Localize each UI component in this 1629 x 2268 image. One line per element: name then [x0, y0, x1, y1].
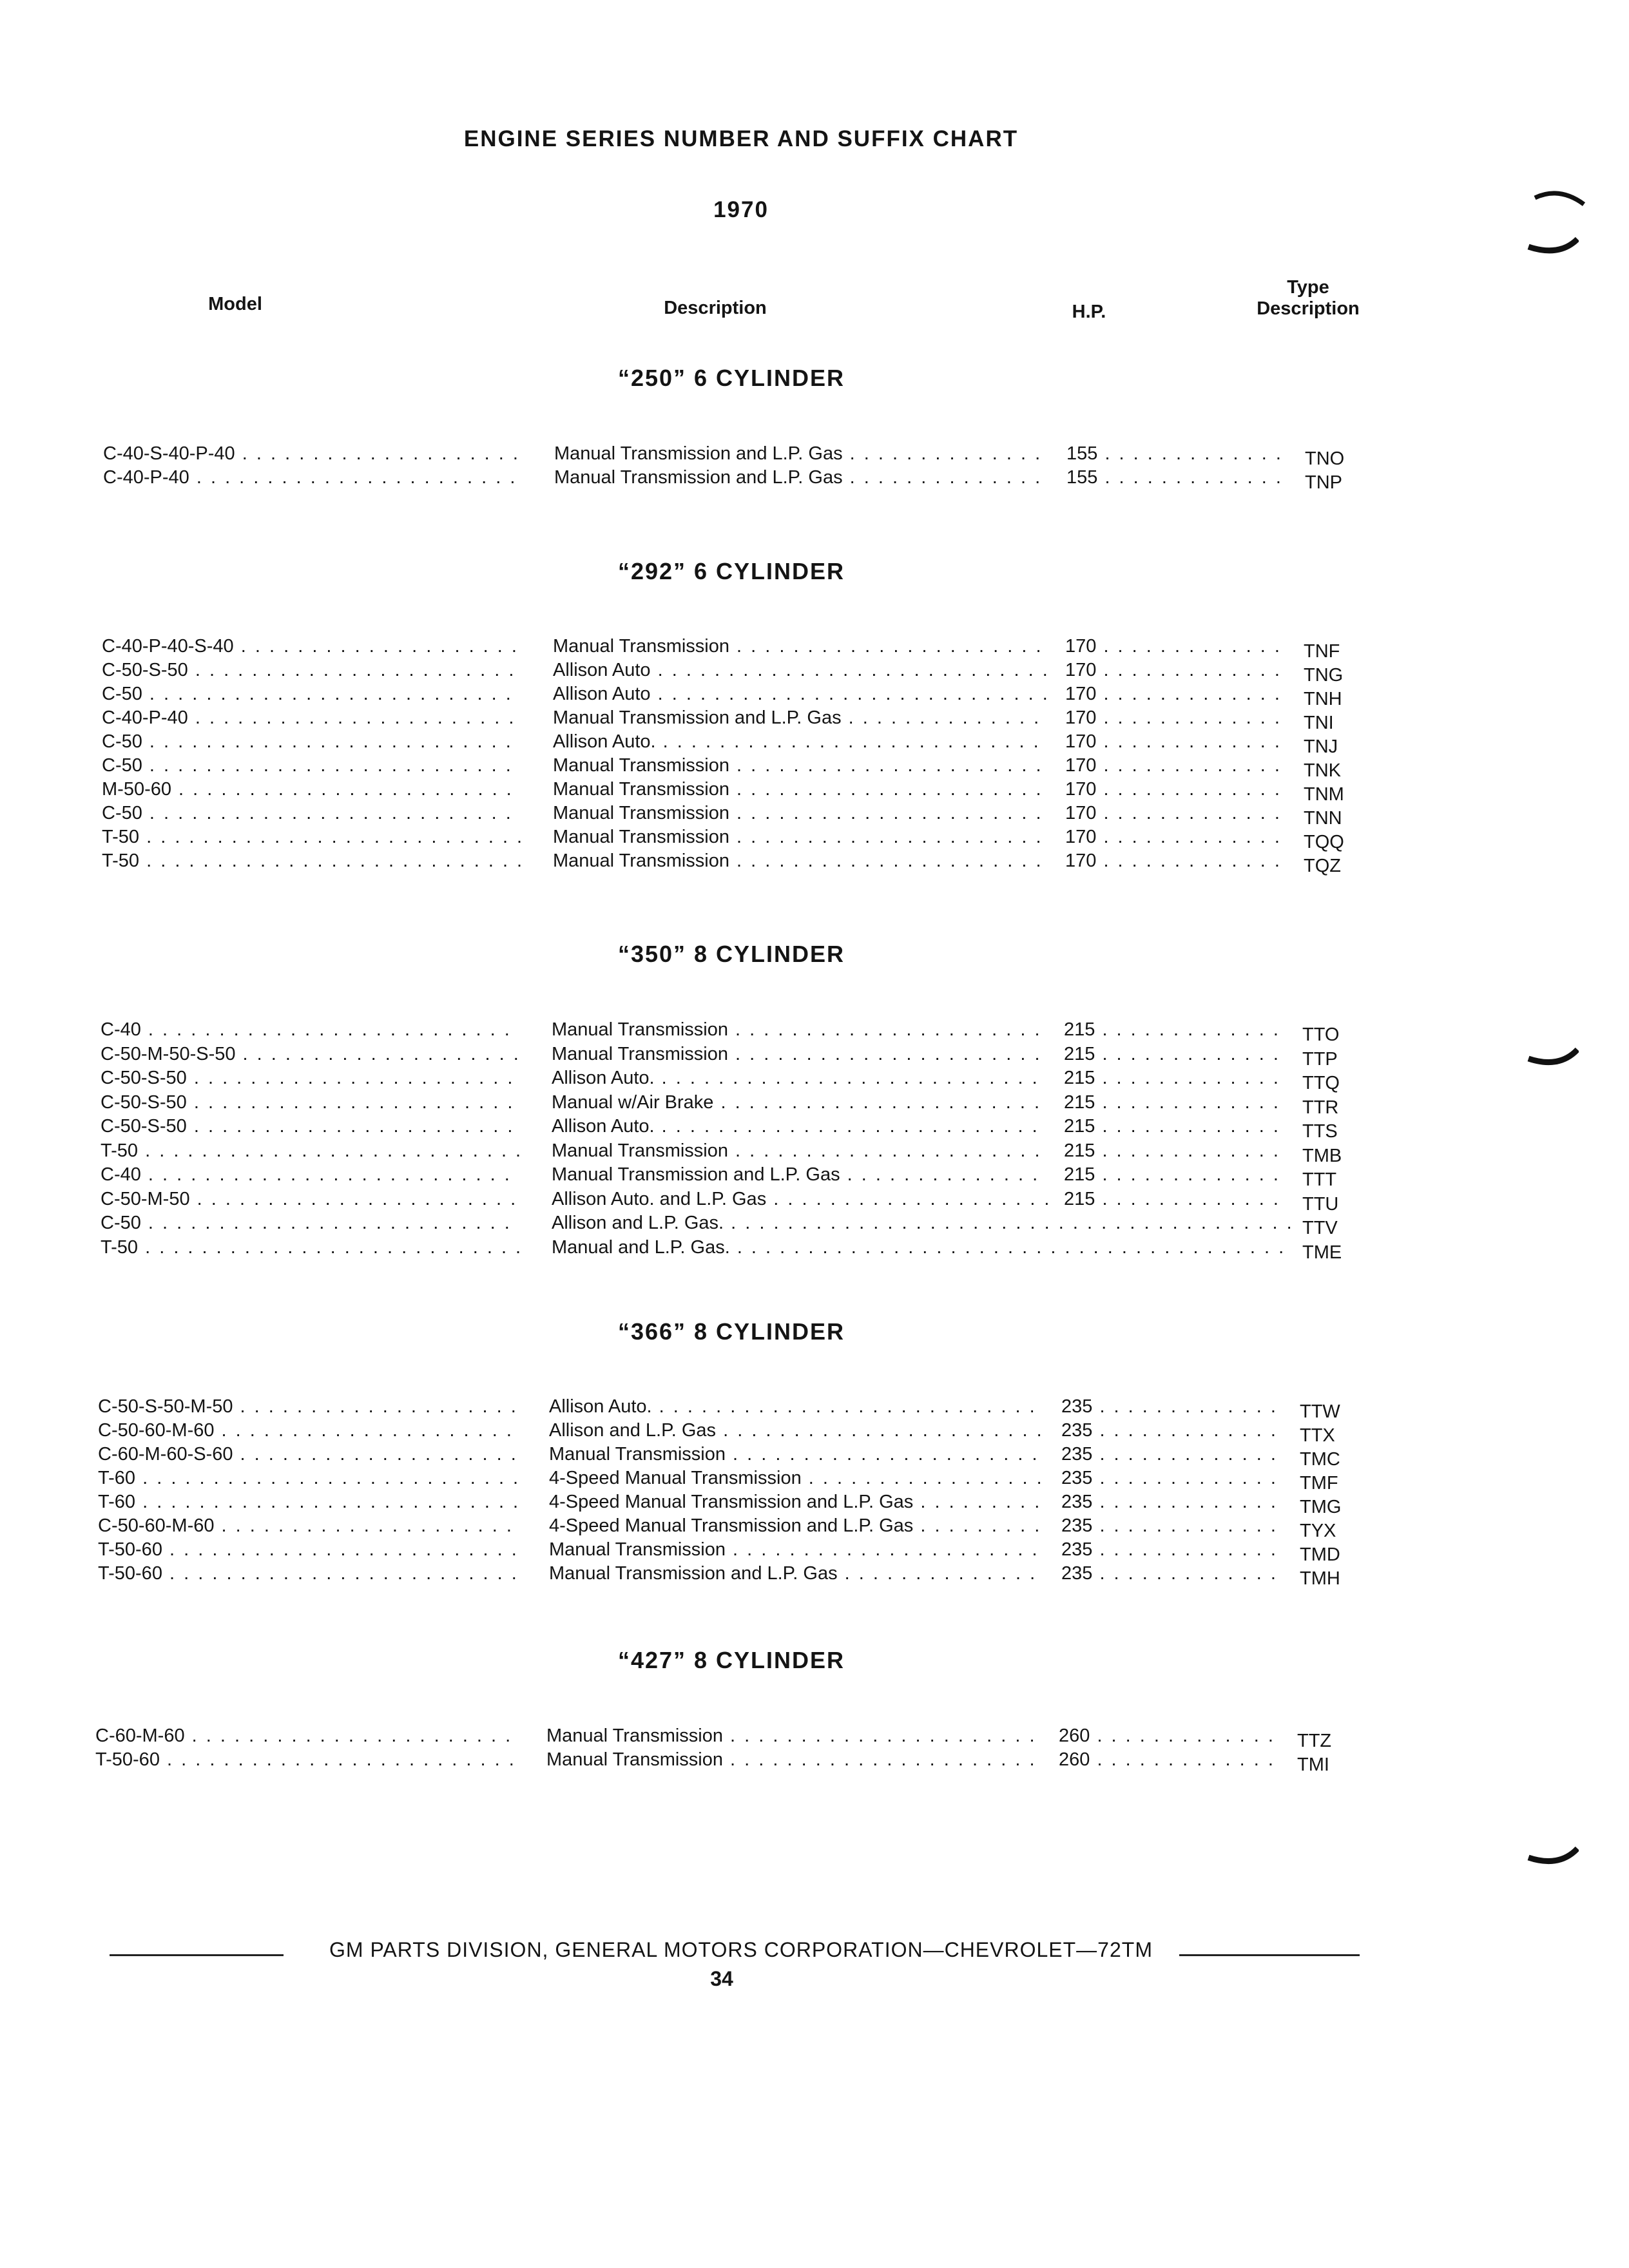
column-header-model: Model: [208, 294, 262, 314]
table-row: [101, 1091, 1389, 1118]
model-cell: M-50-60 . . .: [102, 778, 521, 801]
description-cell: Allison Auto . . .: [553, 682, 1049, 706]
model-cell: T-50-60 . . .: [98, 1562, 517, 1585]
section-title: “350” 8 CYLINDER: [617, 941, 845, 967]
model-cell: T-50-60 . . .: [95, 1748, 514, 1771]
type-code-cell: TNH: [1304, 689, 1342, 709]
hp-cell: 235 . . .: [1061, 1562, 1280, 1585]
type-code-cell: TMD: [1300, 1544, 1340, 1565]
table-row: [101, 1163, 1389, 1190]
table-row: [101, 1139, 1389, 1166]
type-code-cell: TQQ: [1304, 832, 1344, 852]
description-cell: Manual Transmission . . .: [552, 1139, 1048, 1162]
type-code-cell: TNI: [1304, 713, 1334, 733]
type-code-cell: TTP: [1302, 1049, 1338, 1070]
hp-cell: 170 . . .: [1065, 635, 1284, 658]
type-code-cell: TTO: [1302, 1024, 1340, 1045]
type-code-cell: TTS: [1302, 1121, 1338, 1142]
description-cell: Allison and L.P. Gas . . .: [549, 1419, 1045, 1442]
table-row: [95, 1748, 1384, 1775]
table-row: [95, 1724, 1384, 1751]
model-cell: C-50-S-50-M-50 . . .: [98, 1395, 517, 1418]
page-title: ENGINE SERIES NUMBER AND SUFFIX CHART: [463, 126, 1019, 151]
description-cell: Manual Transmission . . .: [549, 1538, 1045, 1561]
description-cell: Manual Transmission . . .: [553, 754, 1049, 777]
model-cell: C-50 . . .: [102, 754, 521, 777]
table-row: [103, 442, 1392, 469]
hp-cell: 170 . . .: [1065, 754, 1284, 777]
model-cell: C-50 . . .: [102, 730, 521, 753]
table-row: [101, 1115, 1389, 1142]
year-heading: 1970: [713, 197, 769, 222]
model-cell: C-60-M-60-S-60 . . .: [98, 1443, 517, 1466]
description-cell: Manual Transmission . . .: [552, 1043, 1048, 1066]
hp-cell: 235 . . .: [1061, 1538, 1280, 1561]
table-row: [101, 1187, 1389, 1215]
table-row: [101, 1236, 1389, 1263]
type-code-cell: TMH: [1300, 1568, 1340, 1589]
description-cell: Manual Transmission and L.P. Gas . . .: [552, 1163, 1048, 1186]
description-cell: Allison Auto. . . .: [552, 1115, 1048, 1138]
model-cell: C-50-S-50 . . .: [101, 1091, 519, 1114]
type-code-cell: TNO: [1305, 448, 1345, 469]
table-row: [98, 1538, 1387, 1565]
description-cell: Manual Transmission . . .: [546, 1724, 1043, 1747]
description-cell: Manual w/Air Brake . . .: [552, 1091, 1048, 1114]
hp-cell: 235 . . .: [1061, 1443, 1280, 1466]
hp-cell: 215 . . .: [1064, 1066, 1283, 1090]
description-cell: Manual Transmission and L.P. Gas . . .: [554, 442, 1050, 465]
type-code-cell: TNJ: [1304, 736, 1338, 757]
hp-cell: 235 . . .: [1061, 1395, 1280, 1418]
model-cell: C-40-S-40-P-40 . . .: [103, 442, 522, 465]
table-row: [102, 802, 1391, 829]
model-cell: C-50-S-50 . . .: [101, 1115, 519, 1138]
hp-cell: 260 . . .: [1059, 1724, 1278, 1747]
binder-hole-mark: [1534, 190, 1585, 216]
table-row: [103, 466, 1392, 493]
hp-cell: 235 . . .: [1061, 1490, 1280, 1514]
table-row: [98, 1443, 1387, 1470]
hp-cell: 170 . . .: [1065, 730, 1284, 753]
model-cell: T-50-60 . . .: [98, 1538, 517, 1561]
model-cell: C-50 . . .: [102, 682, 521, 706]
section-title: “250” 6 CYLINDER: [617, 365, 845, 391]
binder-hole-mark: [1527, 235, 1579, 261]
binder-hole-mark: [1527, 1846, 1579, 1872]
model-cell: C-50-M-50 . . .: [101, 1187, 519, 1211]
description-cell: Manual Transmission and L.P. Gas . . .: [554, 466, 1050, 489]
description-cell: Manual Transmission . . .: [549, 1443, 1045, 1466]
table-row: [102, 825, 1391, 852]
description-cell: 4-Speed Manual Transmission . . .: [549, 1466, 1045, 1490]
description-cell: Allison Auto . . .: [553, 658, 1049, 682]
page-number: 34: [710, 1967, 733, 1990]
description-cell: Allison Auto. . . .: [552, 1066, 1048, 1090]
column-header-hp: H.P.: [1072, 302, 1106, 322]
table-row: [101, 1018, 1389, 1045]
type-code-cell: TMC: [1300, 1449, 1340, 1470]
hp-cell: 215 . . .: [1064, 1139, 1283, 1162]
model-cell: T-60 . . .: [98, 1490, 517, 1514]
type-code-cell: TNG: [1304, 665, 1344, 686]
description-cell: 4-Speed Manual Transmission and L.P. Gas . . .: [549, 1514, 1045, 1537]
footer-text: GM PARTS DIVISION, GENERAL MOTORS CORPORATION—CHEVROLET—72TM: [329, 1938, 1153, 1961]
type-code-cell: TNN: [1304, 808, 1342, 829]
column-header-type: [1224, 277, 1392, 320]
column-header-type-line1: Type: [1287, 277, 1329, 298]
table-row: [102, 754, 1391, 781]
description-cell: Allison Auto. . . .: [553, 730, 1049, 753]
description-cell: Allison and L.P. Gas. . . .: [552, 1211, 1293, 1235]
table-row: [98, 1514, 1387, 1541]
type-code-cell: TTX: [1300, 1425, 1335, 1446]
hp-cell: 170 . . .: [1065, 778, 1284, 801]
model-cell: T-50 . . .: [101, 1236, 519, 1259]
type-code-cell: TNF: [1304, 641, 1340, 662]
type-code-cell: TTQ: [1302, 1073, 1340, 1093]
model-cell: C-60-M-60 . . .: [95, 1724, 514, 1747]
section-title: “427” 8 CYLINDER: [617, 1647, 845, 1673]
table-row: [98, 1490, 1387, 1517]
table-row: [101, 1211, 1389, 1238]
hp-cell: 215 . . .: [1064, 1018, 1283, 1041]
hp-cell: 215 . . .: [1064, 1043, 1283, 1066]
table-row: [98, 1419, 1387, 1446]
type-code-cell: TTZ: [1297, 1731, 1332, 1751]
hp-cell: 170 . . .: [1065, 825, 1284, 849]
description-cell: Manual Transmission . . .: [553, 778, 1049, 801]
section-title: “292” 6 CYLINDER: [617, 558, 845, 584]
description-cell: Manual Transmission . . .: [553, 802, 1049, 825]
description-cell: Manual and L.P. Gas. . . .: [552, 1236, 1293, 1259]
table-row: [102, 730, 1391, 757]
hp-cell: 215 . . .: [1064, 1115, 1283, 1138]
description-cell: Manual Transmission and L.P. Gas . . .: [549, 1562, 1045, 1585]
type-code-cell: TNP: [1305, 472, 1342, 493]
description-cell: Allison Auto. . . .: [549, 1395, 1045, 1418]
footer-rule-right: [1179, 1954, 1360, 1956]
description-cell: Manual Transmission . . .: [553, 825, 1049, 849]
description-cell: Manual Transmission and L.P. Gas . . .: [553, 706, 1049, 729]
description-cell: Allison Auto. and L.P. Gas . . .: [552, 1187, 1048, 1211]
type-code-cell: TNK: [1304, 760, 1341, 781]
column-header-type-line2: Description: [1257, 298, 1360, 319]
type-code-cell: TME: [1302, 1242, 1342, 1263]
model-cell: C-40 . . .: [101, 1018, 519, 1041]
model-cell: C-50-60-M-60 . . .: [98, 1514, 517, 1537]
model-cell: C-40-P-40-S-40 . . .: [102, 635, 521, 658]
hp-cell: 170 . . .: [1065, 706, 1284, 729]
model-cell: C-50-S-50 . . .: [102, 658, 521, 682]
hp-cell: 155 . . .: [1066, 442, 1286, 465]
table-row: [98, 1395, 1387, 1422]
type-code-cell: TNM: [1304, 784, 1344, 805]
model-cell: T-50 . . .: [102, 849, 521, 872]
hp-cell: 170 . . .: [1065, 849, 1284, 872]
hp-cell: 155 . . .: [1066, 466, 1286, 489]
type-code-cell: TTT: [1302, 1169, 1337, 1190]
type-code-cell: TMG: [1300, 1497, 1342, 1517]
model-cell: C-40 . . .: [101, 1163, 519, 1186]
model-cell: T-50 . . .: [101, 1139, 519, 1162]
hp-cell: 235 . . .: [1061, 1419, 1280, 1442]
footer-rule-left: [110, 1954, 284, 1956]
hp-cell: 260 . . .: [1059, 1748, 1278, 1771]
hp-cell: 235 . . .: [1061, 1514, 1280, 1537]
type-code-cell: TTV: [1302, 1218, 1338, 1238]
model-cell: C-50-60-M-60 . . .: [98, 1419, 517, 1442]
type-code-cell: TYX: [1300, 1521, 1336, 1541]
model-cell: C-40-P-40 . . .: [102, 706, 521, 729]
type-code-cell: TTW: [1300, 1401, 1340, 1422]
description-cell: Manual Transmission . . .: [553, 635, 1049, 658]
column-header-description: Description: [664, 298, 767, 318]
table-row: [98, 1466, 1387, 1494]
table-row: [102, 658, 1391, 686]
hp-cell: 170 . . .: [1065, 658, 1284, 682]
table-row: [102, 778, 1391, 805]
type-code-cell: TTU: [1302, 1194, 1339, 1215]
model-cell: C-40-P-40 . . .: [103, 466, 522, 489]
description-cell: 4-Speed Manual Transmission and L.P. Gas . . .: [549, 1490, 1045, 1514]
model-cell: C-50 . . .: [102, 802, 521, 825]
hp-cell: 215 . . .: [1064, 1163, 1283, 1186]
type-code-cell: TMI: [1297, 1754, 1329, 1775]
model-cell: T-60 . . .: [98, 1466, 517, 1490]
section-title: “366” 8 CYLINDER: [617, 1318, 845, 1345]
table-row: [102, 706, 1391, 733]
hp-cell: 215 . . .: [1064, 1187, 1283, 1211]
table-row: [101, 1043, 1389, 1070]
model-cell: C-50-M-50-S-50 . . .: [101, 1043, 519, 1066]
table-row: [102, 849, 1391, 876]
table-row: [98, 1562, 1387, 1589]
model-cell: T-50 . . .: [102, 825, 521, 849]
binder-hole-mark: [1527, 1047, 1579, 1073]
type-code-cell: TMF: [1300, 1473, 1338, 1494]
hp-cell: 170 . . .: [1065, 682, 1284, 706]
hp-cell: 235 . . .: [1061, 1466, 1280, 1490]
type-code-cell: TQZ: [1304, 856, 1341, 876]
model-cell: C-50-S-50 . . .: [101, 1066, 519, 1090]
table-row: [102, 682, 1391, 709]
description-cell: Manual Transmission . . .: [552, 1018, 1048, 1041]
type-code-cell: TMB: [1302, 1146, 1342, 1166]
table-row: [102, 635, 1391, 662]
model-cell: C-50 . . .: [101, 1211, 519, 1235]
type-code-cell: TTR: [1302, 1097, 1339, 1118]
table-row: [101, 1066, 1389, 1093]
hp-cell: 170 . . .: [1065, 802, 1284, 825]
hp-cell: 215 . . .: [1064, 1091, 1283, 1114]
description-cell: Manual Transmission . . .: [546, 1748, 1043, 1771]
description-cell: Manual Transmission . . .: [553, 849, 1049, 872]
